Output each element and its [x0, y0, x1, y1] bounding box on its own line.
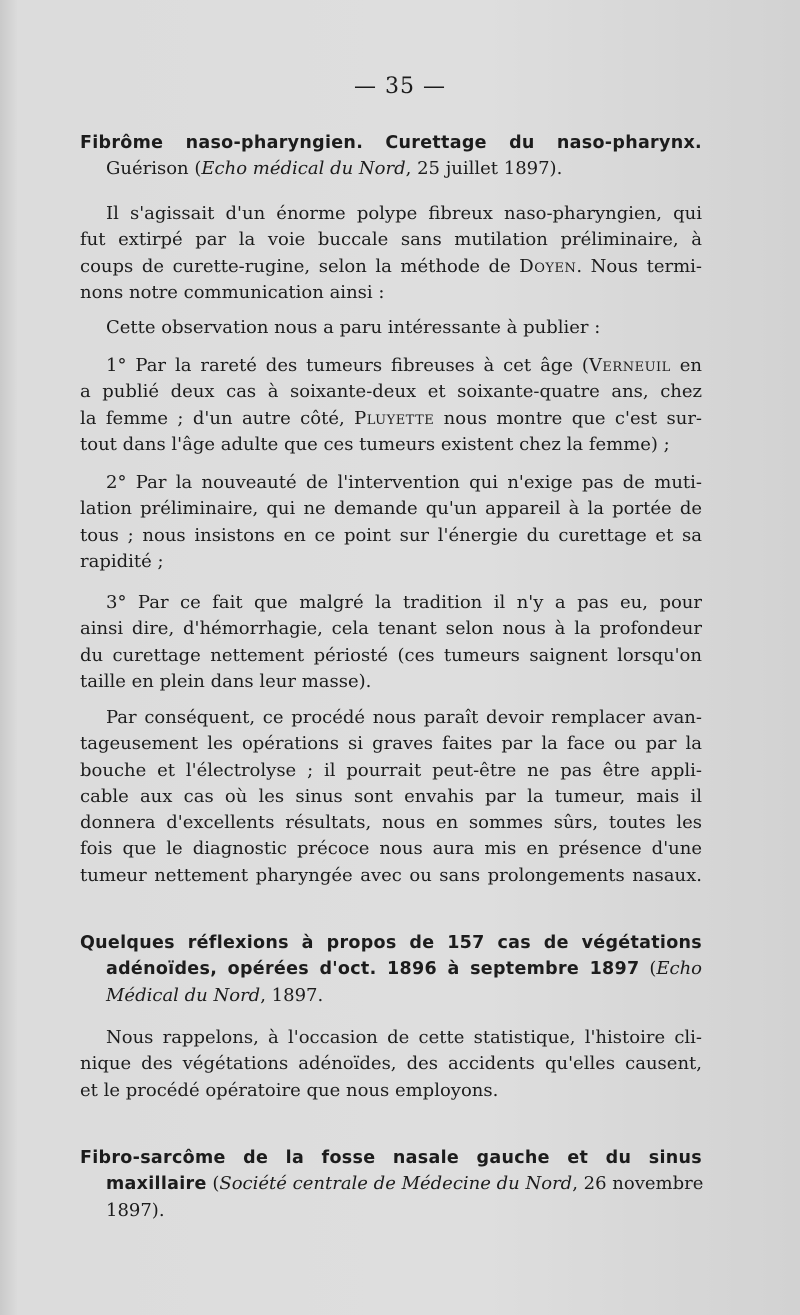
- article-title-continued: [80, 956, 702, 982]
- text-line: 2° Par la nouveauté de l'intervention qui n'exige pas de muti-: [106, 472, 702, 493]
- journal-name: Société centrale de Médecine du Nord: [219, 1173, 573, 1195]
- article-fibro-sarcome: [80, 1145, 702, 1224]
- journal-name: Echo médical du Nord: [201, 158, 406, 180]
- article-reference: [80, 156, 702, 182]
- article-title: Quelques réflexions à propos de 157 cas de végétations: [80, 933, 702, 953]
- text-line: cable aux cas où les sinus sont envahis par la tumeur, mais il: [80, 785, 702, 807]
- text-span: (: [206, 1173, 220, 1195]
- text-line: Par conséquent, ce procédé nous paraît devoir remplacer avan-: [106, 707, 702, 728]
- text-line: a publié deux cas à soixante-deux et soixante-quatre ans, chez: [80, 381, 702, 403]
- journal-name: Médical du Nord: [106, 984, 261, 1006]
- text-line: Cette observation nous a paru intéressante à publier :: [106, 317, 601, 338]
- text-line: du curettage nettement périosté (ces tumeurs saignent lorsqu'on: [80, 644, 702, 666]
- article-title: Fibrôme naso-pharyngien. Curettage du naso-pharynx.: [80, 133, 702, 153]
- text-line: ainsi dire, d'hémorrhagie, cela tenant selon nous à la profondeur: [80, 618, 702, 640]
- text-line: fut extirpé par la voie buccale sans mutilation préliminaire, à: [80, 229, 702, 251]
- text-line: tout dans l'âge adulte que ces tumeurs existent chez la femme) ;: [80, 433, 670, 455]
- text-line: nique des végétations adénoïdes, des accidents qu'elles causent,: [80, 1053, 702, 1075]
- article-title-continued: [80, 1171, 702, 1197]
- author-name: Pluyette: [354, 407, 435, 429]
- text-line: taille en plein dans leur masse).: [80, 670, 372, 692]
- text-span: nous montre que c'est sur-: [434, 407, 703, 429]
- text-span: (: [639, 958, 657, 980]
- text-line: [80, 353, 702, 379]
- text-line: donnera d'excellents résultats, nous en sommes sûrs, toutes les: [80, 812, 702, 834]
- paragraph: [80, 353, 702, 458]
- text-span: , 1897.: [260, 984, 324, 1006]
- author-name: Verneuil: [588, 355, 671, 376]
- text-line: tumeur nettement pharyngée avec ou sans prolongements nasaux.: [80, 864, 702, 886]
- text-span: , 26 novembre: [572, 1173, 704, 1195]
- title-text: maxillaire: [106, 1174, 207, 1195]
- reference-text: Guérison (: [106, 158, 202, 180]
- text-span: en: [670, 355, 702, 376]
- text-line: tous ; nous insistons en ce point sur l'énergie du curettage et sa: [80, 524, 702, 546]
- paragraph: [80, 1025, 702, 1104]
- article-reference: [80, 983, 702, 1009]
- title-text: adénoïdes, opérées d'oct. 1896 à septembre 1897: [106, 959, 640, 980]
- journal-name: Echo: [656, 958, 702, 980]
- text-line: [80, 406, 702, 432]
- text-span: coups de curette-rugine, selon la méthode de: [80, 255, 520, 277]
- article-fibrome: [80, 130, 702, 183]
- text-line: lation préliminaire, qui ne demande qu'un appareil à la portée de: [80, 498, 702, 520]
- paragraph: [80, 705, 702, 889]
- article-title: Fibro-sarcôme de la fosse nasale gauche et du sinus: [80, 1148, 702, 1168]
- author-name: Doyen: [519, 255, 577, 277]
- reference-date: , 25 juillet 1897).: [405, 158, 563, 180]
- text-line: nons notre communication ainsi :: [80, 281, 385, 303]
- text-line: [80, 254, 702, 280]
- paragraph: [80, 590, 702, 695]
- text-line: fois que le diagnostic précoce nous aura mis en présence d'une: [80, 838, 702, 860]
- text-line: rapidité ;: [80, 550, 164, 572]
- text-line: bouche et l'électrolyse ; il pourrait peut-être ne pas être appli-: [80, 759, 702, 781]
- paragraph: [80, 315, 702, 341]
- text-line: et le procédé opératoire que nous employons.: [80, 1079, 499, 1101]
- text-span: . Nous termi-: [576, 255, 702, 277]
- text-span: 1° Par la rareté des tumeurs fibreuses à cet âge (: [106, 355, 589, 376]
- text-line: tageusement les opérations si graves faites par la face ou par la: [80, 733, 702, 755]
- text-line: Il s'agissait d'un énorme polype fibreux naso-pharyngien, qui: [106, 203, 702, 224]
- article-vegetations: [80, 930, 702, 1009]
- text-line: Nous rappelons, à l'occasion de cette statistique, l'histoire cli-: [106, 1027, 702, 1048]
- page-number: — 35 —: [354, 74, 446, 99]
- article-reference: 1897).: [106, 1199, 165, 1221]
- paragraph: [80, 201, 702, 306]
- text-span: la femme ; d'un autre côté,: [80, 407, 355, 429]
- text-line: 3° Par ce fait que malgré la tradition il n'y a pas eu, pour: [106, 592, 702, 613]
- paragraph: [80, 470, 702, 575]
